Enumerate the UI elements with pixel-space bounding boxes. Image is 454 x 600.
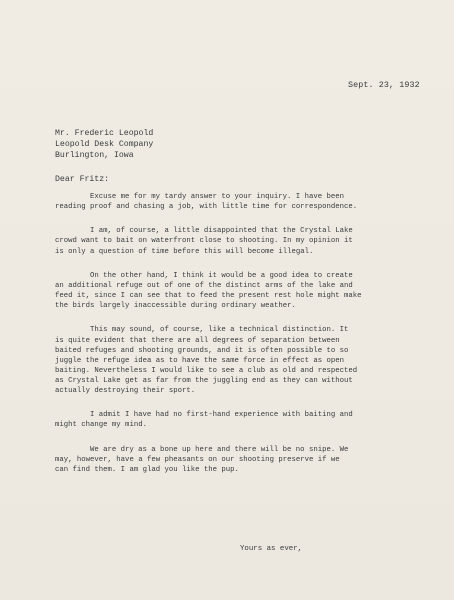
recipient-address [55, 128, 153, 161]
paragraph-line: juggle the refuge idea as to have the same force in effect as open [55, 356, 345, 365]
paragraph-line: I admit I have had no first-hand experience with baiting and [90, 411, 353, 420]
paragraph-line: We are dry as a bone up here and there will be no snipe. We [90, 445, 349, 454]
paragraph-line: baited refuges and shooting grounds, and it is often possible to so [55, 346, 349, 355]
paragraph-line: may, however, have a few pheasants on our shooting preserve if we [55, 455, 340, 464]
paragraph-line: I am, of course, a little disappointed that the Crystal Lake [90, 227, 353, 236]
recipient-company: Leopold Desk Company [55, 140, 154, 149]
paragraph-line: an additional refuge out of one of the distinct arms of the lake and [55, 281, 353, 290]
paragraph [55, 271, 405, 311]
letter-body [55, 192, 405, 489]
paragraph [55, 226, 405, 256]
paragraph-line: actually destroying their sport. [55, 386, 196, 395]
recipient-name: Mr. Frederic Leopold [55, 129, 154, 138]
paragraph-line: can find them. I am glad you like the pup. [55, 465, 239, 474]
paragraph-line: is only a question of time before this will become illegal. [55, 247, 314, 256]
paragraph-line: On the other hand, I think it would be a good idea to create [90, 271, 353, 280]
paragraph [55, 325, 405, 396]
closing: Yours as ever, [240, 545, 303, 553]
paragraph-line: as Crystal Lake get as far from the juggling end as they can without [55, 376, 353, 385]
paragraph-line: This may sound, of course, like a technical distinction. It [90, 326, 349, 335]
paragraph-line: the birds largely inaccessible during ordinary weather. [55, 302, 296, 311]
paragraph-line: might change my mind. [55, 421, 147, 430]
paragraph-line: Excuse me for my tardy answer to your inquiry. I have been [90, 193, 344, 201]
paragraph [55, 410, 405, 430]
paragraph [55, 192, 405, 212]
paragraph-line: baiting. Nevertheless I would like to see a club as old and respected [55, 366, 358, 375]
paragraph-line: reading proof and chasing a job, with little time for correspondence. [55, 203, 358, 212]
paragraph-line: feed it, since I can see that to feed the present rest hole might make [55, 292, 362, 301]
recipient-city: Burlington, Iowa [55, 151, 134, 160]
paragraph [55, 445, 405, 475]
salutation: Dear Fritz: [55, 175, 110, 184]
paragraph-line: is quite evident that there are all degrees of separation between [55, 336, 340, 345]
letter-date: Sept. 23, 1932 [348, 80, 420, 90]
paragraph-line: crowd want to bait on waterfront close to shooting. In my opinion it [55, 237, 353, 246]
